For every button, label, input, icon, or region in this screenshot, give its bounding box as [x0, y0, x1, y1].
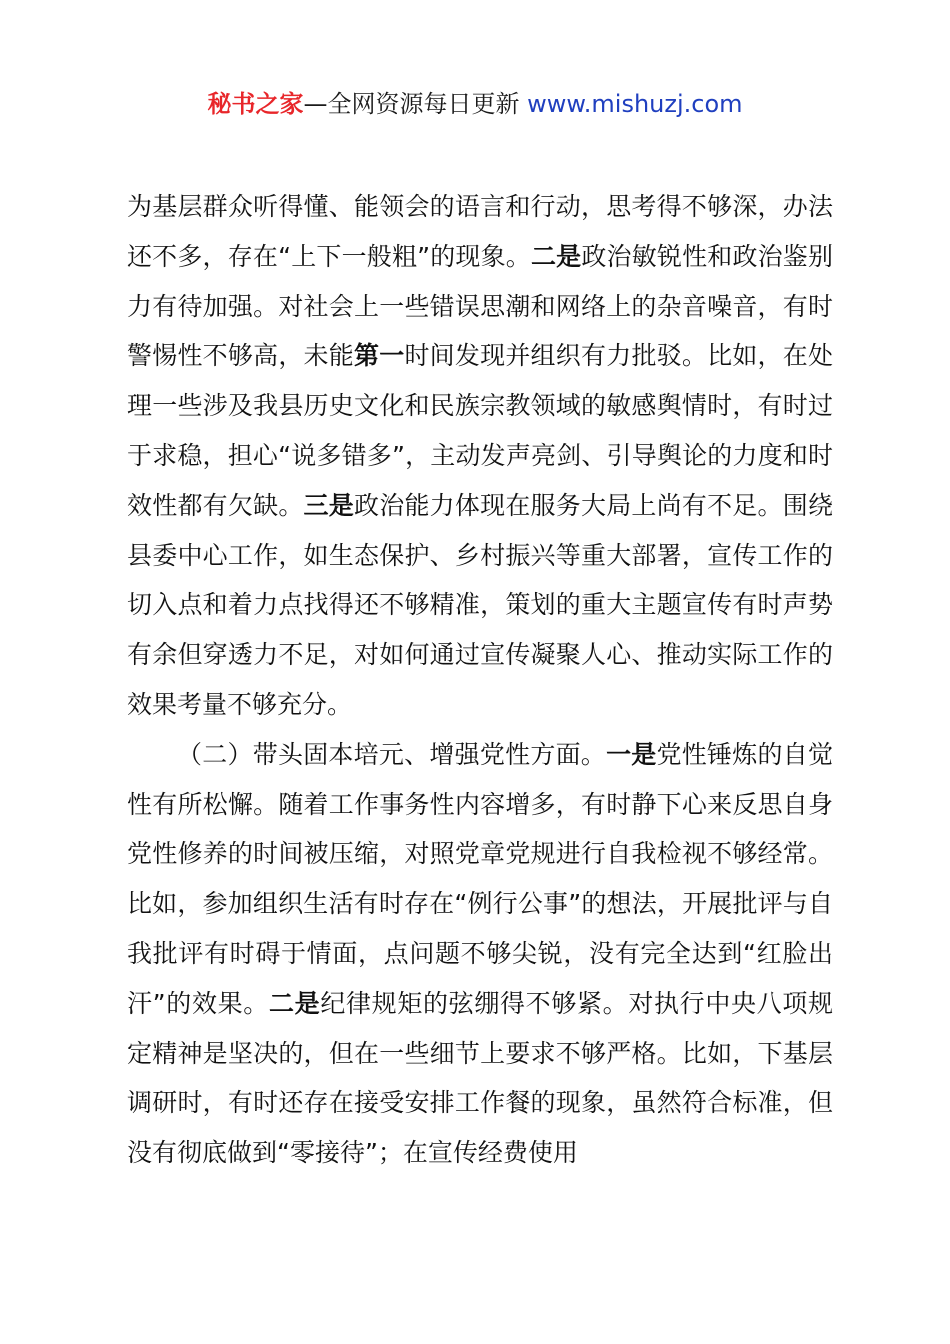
bold-marker: 二是 — [530, 241, 582, 271]
text-segment: 党性锤炼的自觉性有所松懈。随着工作事务性内容增多，有时静下心来反思自身党性修养的时间被压缩，对照党章党规进行自我检视不够经常。比如，参加组织生活有时存在“例行公事”的想法，开展批评与自我批评有时碍于情面，点问题不够尖锐，没有完全达到“红脸出汗”的效果。 — [127, 739, 833, 1018]
text-segment: 为基层群众听得懂、能领会的语言和行动，思考得不够深，办法还不多，存在“上下一般粗”的现象。 — [127, 192, 833, 271]
site-brand: 秘书之家 — [207, 90, 304, 118]
document-body — [127, 182, 833, 1178]
text-segment: 时间发现并组织有力批驳。比如，在处理一些涉及我县历史文化和民族宗教领域的敏感舆情时，有时过于求稳，担心“说多错多”，主动发声亮剑、引导舆论的力度和时效性都有欠缺。 — [127, 341, 833, 520]
text-segment: 政治敏锐性和政治鉴别力有待加强。对社会上一些错误思潮和网络上的杂音噪音，有时警惕性不够高，未能 — [127, 241, 833, 371]
site-header — [0, 86, 950, 122]
paragraph-2 — [127, 730, 833, 1178]
site-url-link[interactable]: www.mishuzj.com — [527, 90, 743, 118]
paragraph-1 — [127, 182, 833, 730]
bold-marker: 一是 — [606, 739, 657, 769]
bold-marker: 第一 — [354, 341, 405, 371]
text-segment: 纪律规矩的弦绷得不够紧。对执行中央八项规定精神是坚决的，但在一些细节上要求不够严格。比如，下基层调研时，有时还存在接受安排工作餐的现象，虽然符合标准，但没有彻底做到“零接待”；在宣传经费使用 — [127, 988, 833, 1168]
site-tagline: —全网资源每日更新 — [303, 90, 528, 118]
bold-marker: 二是 — [268, 988, 321, 1018]
section-heading: （二）带头固本培元、增强党性方面。 — [177, 739, 607, 769]
bold-marker: 三是 — [303, 490, 354, 520]
text-segment: 政治能力体现在服务大局上尚有不足。围绕县委中心工作，如生态保护、乡村振兴等重大部署，宣传工作的切入点和着力点找得还不够精准，策划的重大主题宣传有时声势有余但穿透力不足，对如何通过宣传凝聚人心、推动实际工作的效果考量不够充分。 — [127, 490, 833, 719]
